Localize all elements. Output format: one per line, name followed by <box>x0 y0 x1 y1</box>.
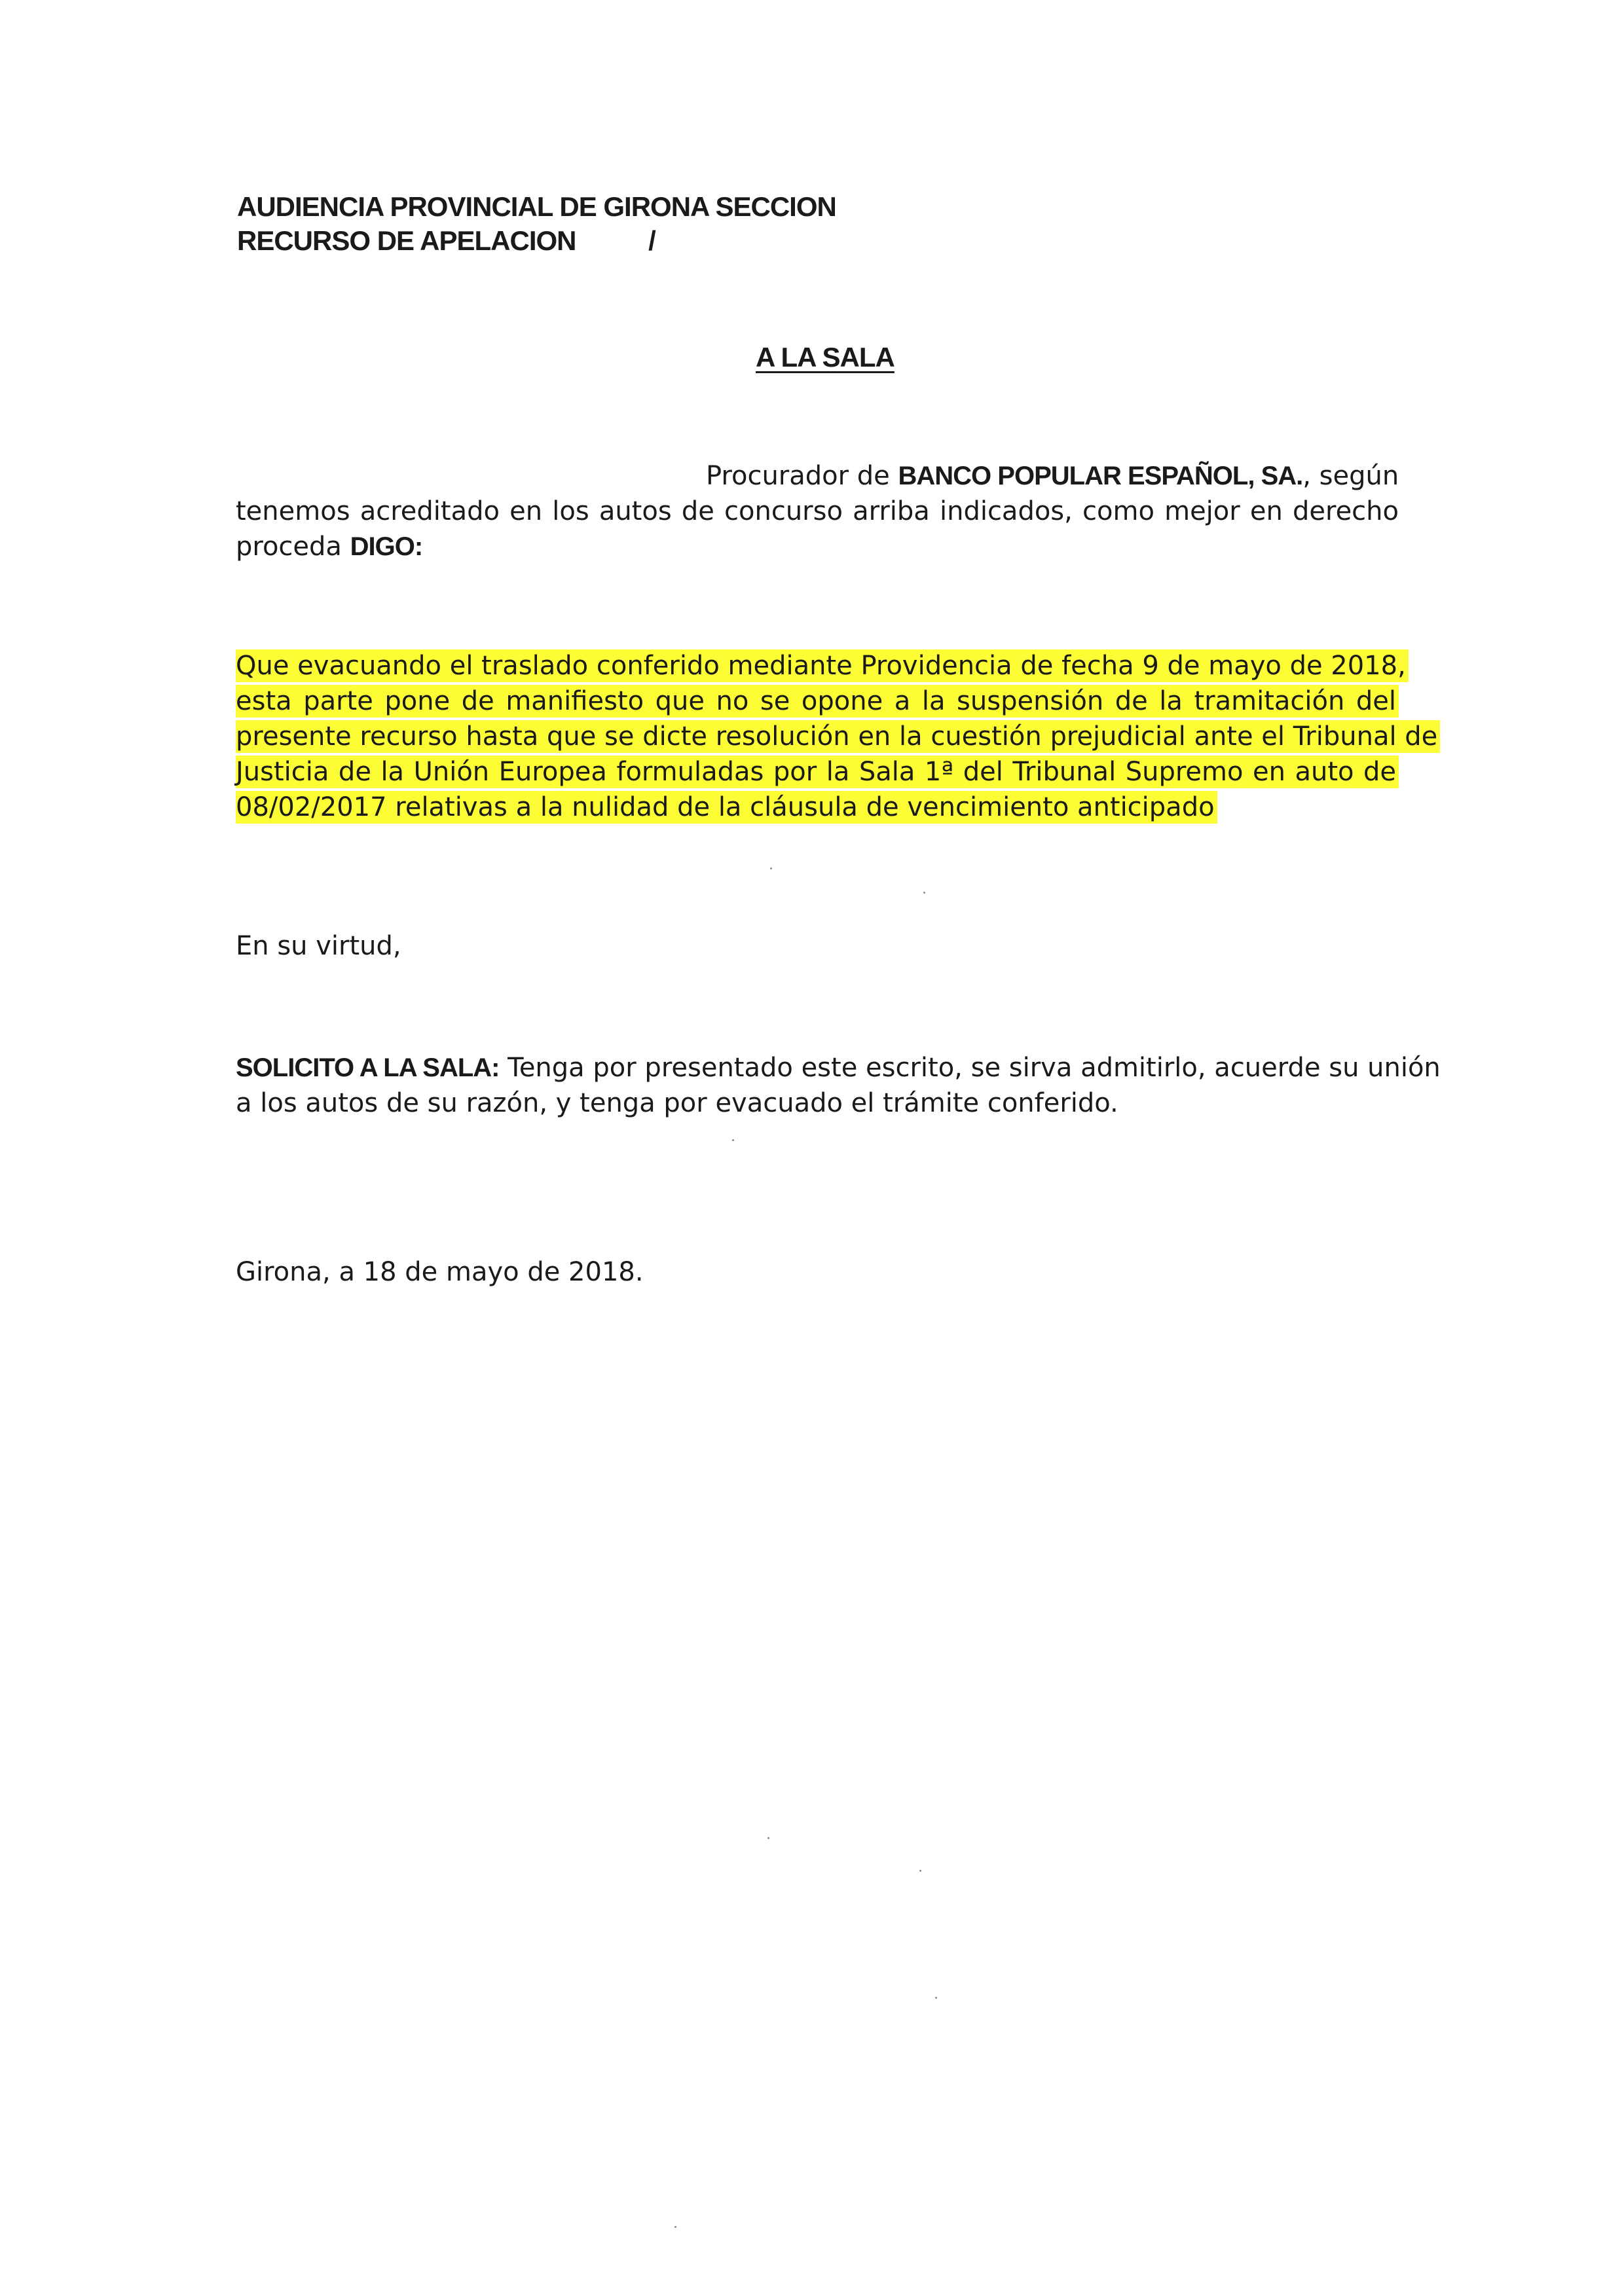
appeal-number-slash: / <box>648 225 655 256</box>
highlight-line-5-text: 08/02/2017 relativas a la nulidad de la cláusula de vencimiento anticipado <box>236 791 1217 824</box>
highlight-line-2-text: esta parte pone de manifiesto que no se opone a la suspensión de la tramitación del <box>236 685 1399 718</box>
intro-suffix: , según <box>1302 461 1399 491</box>
scan-speck <box>767 1837 769 1839</box>
scan-speck <box>923 892 925 894</box>
highlight-line-1-text: Que evacuando el traslado conferido mediante Providencia de fecha 9 de mayo de 2018, <box>236 649 1409 682</box>
highlight-line-5 <box>236 790 1399 825</box>
highlight-line-4 <box>236 754 1399 790</box>
party-name: BANCO POPULAR ESPAÑOL, SA. <box>898 462 1303 490</box>
scan-speck <box>732 1139 734 1141</box>
intro-paragraph <box>236 458 1399 564</box>
highlight-line-3-text: presente recurso hasta que se dicte resolución en la cuestión prejudicial ante el Tribunal de <box>236 720 1440 753</box>
court-header <box>237 191 836 223</box>
intro-line-3 <box>236 529 1399 564</box>
highlight-line-1 <box>236 648 1406 683</box>
intro-prefix: Procurador de <box>706 461 898 491</box>
highlight-line-4-text: Justicia de la Unión Europea formuladas por la Sala 1ª del Tribunal Supremo en auto de <box>236 756 1399 788</box>
intro-line-1 <box>236 458 1399 494</box>
solicito-line-1-rest: Tenga por presentado este escrito, se sirva admitirlo, acuerde su unión <box>499 1053 1441 1083</box>
intro-line-3-prefix: proceda <box>236 532 350 562</box>
page-title: A LA SALA <box>756 342 895 373</box>
appeal-label: RECURSO DE APELACION <box>237 225 576 256</box>
highlight-line-2 <box>236 683 1399 719</box>
highlight-line-3 <box>236 719 1438 754</box>
solicito-paragraph <box>236 1050 1441 1121</box>
en-su-virtud: En su virtud, <box>236 931 401 961</box>
scan-speck <box>919 1870 921 1872</box>
scan-speck <box>770 867 772 869</box>
scan-speck <box>935 1997 937 1999</box>
solicito-label: SOLICITO A LA SALA: <box>236 1053 500 1082</box>
date-place: Girona, a 18 de mayo de 2018. <box>236 1257 644 1287</box>
solicito-line-1 <box>236 1050 1441 1085</box>
intro-line-2: tenemos acreditado en los autos de concurso arriba indicados, como mejor en derecho <box>236 496 1399 526</box>
digo-label: DIGO: <box>350 532 423 561</box>
court-name: AUDIENCIA PROVINCIAL DE GIRONA SECCION <box>237 191 836 222</box>
highlighted-paragraph <box>236 648 1438 825</box>
solicito-line-2: a los autos de su razón, y tenga por evacuado el trámite conferido. <box>236 1088 1118 1118</box>
appeal-header <box>237 225 655 257</box>
scan-speck <box>674 2226 676 2228</box>
